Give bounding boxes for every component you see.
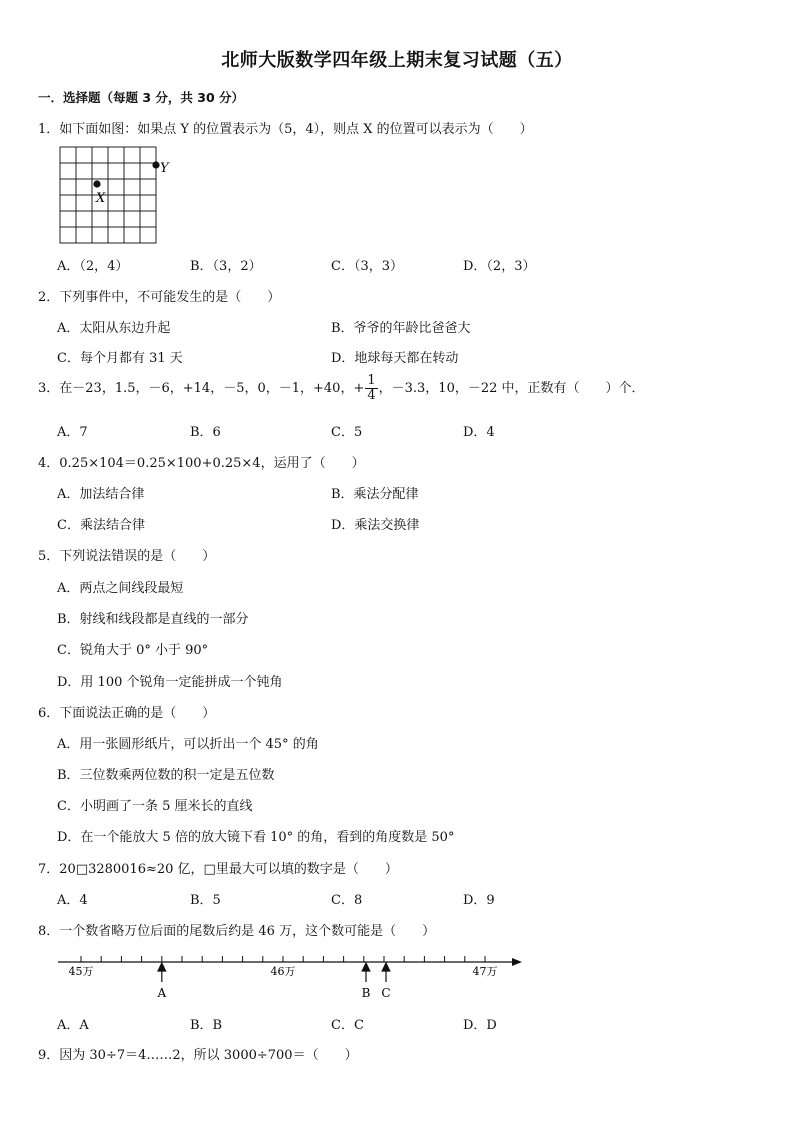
question-7-stem: 7．20□3280016≈20 亿，□里最大可以填的数字是（ ） (38, 862, 398, 877)
q7-option-c[interactable]: C．8 (331, 893, 363, 908)
q5-option-d[interactable]: D．用 100 个锐角一定能拼成一个钝角 (57, 675, 283, 690)
question-9-stem: 9．因为 30÷7＝4……2，所以 3000÷700＝（ ） (38, 1048, 358, 1063)
point-y (152, 161, 159, 168)
q7-option-a[interactable]: A．4 (57, 893, 88, 908)
question-8-stem: 8．一个数省略万位后面的尾数后约是 46 万，这个数可能是（ ） (38, 924, 436, 939)
q1-option-b[interactable]: B．（3，2） (190, 259, 262, 274)
page-title: 北师大版数学四年级上期末复习试题（五） (221, 50, 573, 71)
question-2-stem: 2．下列事件中，不可能发生的是（ ） (38, 290, 281, 305)
question-3-stem (38, 374, 645, 403)
q8-option-c[interactable]: C．C (331, 1018, 364, 1033)
q5-option-c[interactable]: C．锐角大于 0° 小于 90° (57, 643, 209, 658)
coordinate-grid-figure (58, 142, 188, 246)
grid-lines (60, 147, 156, 243)
tick-label-45wan: 45万 (68, 965, 94, 978)
question-5-stem: 5．下列说法错误的是（ ） (38, 549, 216, 564)
point-x-label: X (96, 191, 106, 206)
fraction-one-quarter (365, 374, 377, 403)
q7-option-d[interactable]: D．9 (463, 893, 495, 908)
q6-option-c[interactable]: C．小明画了一条 5 厘米长的直线 (57, 799, 253, 814)
q4-option-d[interactable]: D．乘法交换律 (331, 518, 420, 533)
q2-option-a[interactable]: A．太阳从东边升起 (57, 321, 171, 336)
q6-option-d[interactable]: D．在一个能放大 5 倍的放大镜下看 10° 的角，看到的角度数是 50° (57, 830, 455, 845)
fraction-denominator: 4 (367, 388, 376, 403)
question-4-stem: 4．0.25×104＝0.25×100+0.25×4，运用了（ ） (38, 456, 365, 471)
tick-label-46wan: 46万 (270, 965, 296, 978)
section-heading: 一．选择题（每题 3 分，共 30 分） (38, 90, 245, 105)
q3-option-d[interactable]: D．4 (463, 425, 495, 440)
point-x (93, 180, 100, 187)
q3-stem-part1: 3．在－23，1.5，－6，+14，－5，0，－1，+40，+ (38, 381, 365, 396)
q4-option-b[interactable]: B．乘法分配律 (331, 487, 419, 502)
question-6-stem: 6．下面说法正确的是（ ） (38, 706, 216, 721)
q1-option-a[interactable]: A．（2，4） (57, 259, 129, 274)
tick-label-47wan: 47万 (472, 965, 498, 978)
q8-option-a[interactable]: A．A (57, 1018, 89, 1033)
q4-option-c[interactable]: C．乘法结合律 (57, 518, 145, 533)
q1-option-c[interactable]: C．（3，3） (331, 259, 403, 274)
q8-option-b[interactable]: B．B (190, 1018, 223, 1033)
q2-option-d[interactable]: D．地球每天都在转动 (331, 351, 459, 366)
q6-option-a[interactable]: A．用一张圆形纸片，可以折出一个 45° 的角 (57, 737, 319, 752)
fraction-numerator: 1 (367, 373, 376, 388)
q4-option-a[interactable]: A．加法结合律 (57, 487, 145, 502)
q7-option-b[interactable]: B．5 (190, 893, 221, 908)
question-1-stem: 1．如下面如图：如果点 Y 的位置表示为（5，4），则点 X 的位置可以表示为（ ） (38, 122, 533, 137)
q5-option-a[interactable]: A．两点之间线段最短 (57, 581, 184, 596)
number-line-ticks (81, 956, 485, 962)
q2-option-c[interactable]: C．每个月都有 31 天 (57, 351, 183, 366)
q5-option-b[interactable]: B．射线和线段都是直线的一部分 (57, 612, 249, 627)
point-a-label: A (157, 986, 167, 1000)
q3-option-a[interactable]: A．7 (57, 425, 88, 440)
q1-option-d[interactable]: D．（2，3） (463, 259, 536, 274)
q8-option-d[interactable]: D．D (463, 1018, 497, 1033)
q3-stem-part2: ，－3.3，10，－22 中，正数有（ ）个． (378, 381, 645, 396)
q3-option-b[interactable]: B．6 (190, 425, 221, 440)
point-y-label: Y (160, 161, 169, 176)
point-c-label: C (381, 986, 391, 1000)
number-line-figure (56, 948, 526, 1004)
q6-option-b[interactable]: B．三位数乘两位数的积一定是五位数 (57, 768, 275, 783)
point-b-label: B (361, 986, 371, 1000)
number-line-arrowhead (512, 958, 522, 966)
q2-option-b[interactable]: B．爷爷的年龄比爸爸大 (331, 321, 471, 336)
q3-option-c[interactable]: C．5 (331, 425, 363, 440)
